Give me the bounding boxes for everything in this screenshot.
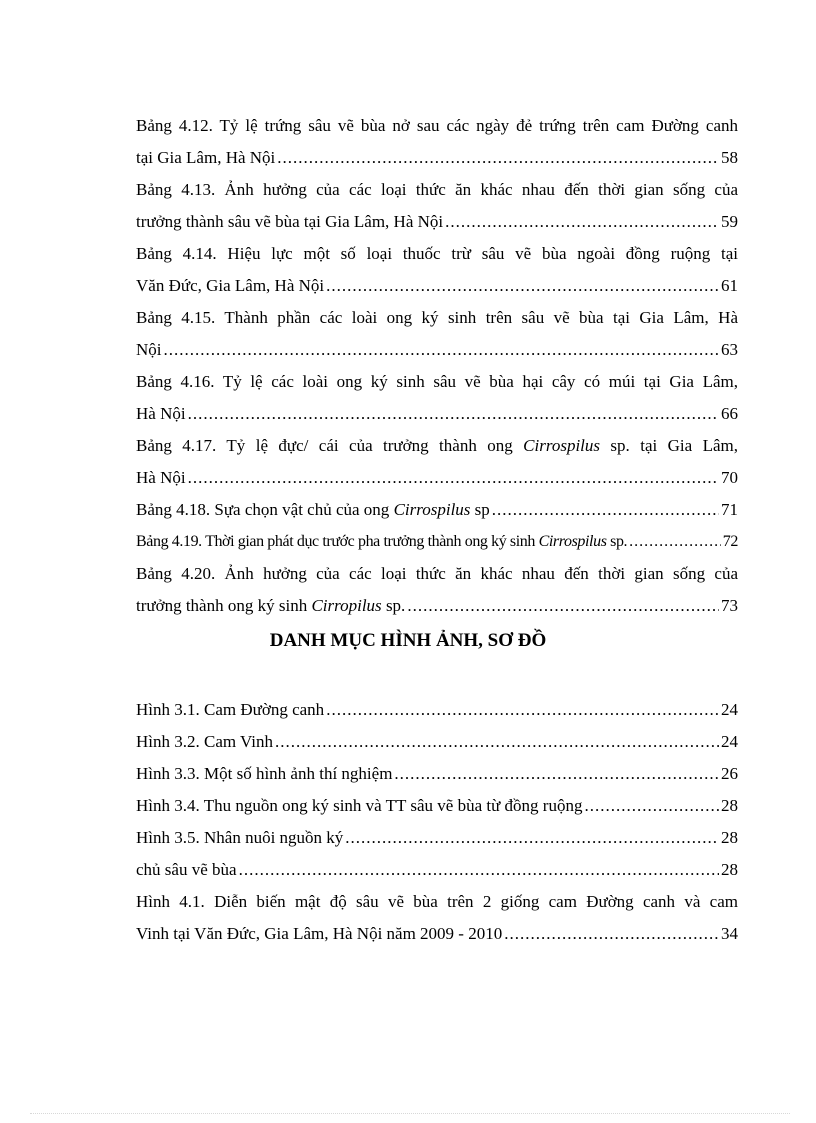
toc-entry-line: Hình 3.5. Nhân nuôi nguồn ký ..... 28 (136, 822, 738, 854)
page-number: 72 (722, 533, 738, 550)
page-number: 26 (721, 764, 738, 783)
toc-entry-line: Bảng 4.15. Thành phần các loài ong ký sinh trên sâu vẽ bùa tại Gia Lâm, Hà (136, 308, 738, 327)
toc-entry-line: Bảng 4.19. Thời gian phát dục trước pha trưởng thành ong ký sinh Cirrospilus sp. ..... 72 (136, 526, 738, 558)
dot-leader (345, 822, 719, 854)
page-number: 24 (721, 732, 738, 751)
toc-entry-line: Hình 3.4. Thu nguồn ong ký sinh và TT sâu vẽ bùa từ đồng ruộng ..... 28 (136, 790, 738, 822)
dot-leader (407, 590, 719, 622)
dot-leader (492, 494, 719, 526)
dot-leader (394, 758, 719, 790)
page-number: 24 (721, 700, 738, 719)
section-heading: DANH MỤC HÌNH ẢNH, SƠ ĐỒ (269, 630, 547, 651)
dot-leader (188, 398, 719, 430)
dot-leader (445, 206, 719, 238)
toc-entry-line: Nội ..... 63 (136, 334, 738, 366)
toc-entry-line: chủ sâu vẽ bùa ..... 28 (136, 854, 738, 886)
toc-entry-line: trưởng thành sâu vẽ bùa tại Gia Lâm, Hà Nội ..... 59 (136, 206, 738, 238)
toc-entry-line: Vinh tại Văn Đức, Gia Lâm, Hà Nội năm 2009 - 2010 ..... 34 (136, 918, 738, 950)
toc-entry-line: Bảng 4.18. Sựa chọn vật chủ của ong Cirrospilus sp ..... 71 (136, 494, 738, 526)
toc-entry-line: Hình 3.3. Một số hình ảnh thí nghiệm ..... 26 (136, 758, 738, 790)
page-number: 59 (721, 212, 738, 231)
page-number: 28 (721, 796, 738, 815)
page-footer-rule (30, 1113, 790, 1114)
page-number: 70 (721, 468, 738, 487)
toc-entry-line: Văn Đức, Gia Lâm, Hà Nội ..... 61 (136, 270, 738, 302)
toc-entry-line: Bảng 4.14. Hiệu lực một số loại thuốc trừ sâu vẽ bùa ngoài đồng ruộng tại (136, 244, 738, 263)
dot-leader (326, 694, 719, 726)
toc-entry-line: Bảng 4.17. Tỷ lệ đực/ cái của trưởng thành ong Cirrospilus sp. tại Gia Lâm, (136, 436, 738, 455)
dot-leader (326, 270, 719, 302)
toc-entry-line: Hà Nội ..... 66 (136, 398, 738, 430)
dot-leader (584, 790, 719, 822)
toc-entry-line: Bảng 4.16. Tỷ lệ các loài ong ký sinh sâu vẽ bùa hại cây có múi tại Gia Lâm, (136, 372, 738, 391)
dot-leader (504, 918, 719, 950)
toc-entry-line: trưởng thành ong ký sinh Cirropilus sp. ..... 73 (136, 590, 738, 622)
toc-entry-line: Bảng 4.20. Ảnh hưởng của các loại thức ăn khác nhau đến thời gian sống của (136, 564, 738, 583)
dot-leader (239, 854, 719, 886)
toc-entry-line: Hình 3.1. Cam Đường canh ..... 24 (136, 694, 738, 726)
page-number: 28 (721, 860, 738, 879)
toc-entry-line: Hà Nội ..... 70 (136, 462, 738, 494)
dot-leader (277, 142, 719, 174)
page-number: 28 (721, 828, 738, 847)
dot-leader (629, 526, 721, 558)
page-number: 73 (721, 596, 738, 615)
page-number: 58 (721, 148, 738, 167)
toc-entry-line: Bảng 4.13. Ảnh hưởng của các loại thức ăn khác nhau đến thời gian sống của (136, 180, 738, 199)
page-number: 71 (721, 500, 738, 519)
dot-leader (275, 726, 719, 758)
dot-leader (164, 334, 720, 366)
page-number: 34 (721, 924, 738, 943)
page-number: 66 (721, 404, 738, 423)
toc-entry-line: Bảng 4.12. Tỷ lệ trứng sâu vẽ bùa nở sau các ngày đẻ trứng trên cam Đường canh (136, 116, 738, 135)
toc-entry-line: Hình 3.2. Cam Vinh ..... 24 (136, 726, 738, 758)
page-number: 63 (721, 340, 738, 359)
toc-entry-line: Hình 4.1. Diễn biến mật độ sâu vẽ bùa trên 2 giống cam Đường canh và cam (136, 892, 738, 911)
toc-entry-line: tại Gia Lâm, Hà Nội ..... 58 (136, 142, 738, 174)
dot-leader (188, 462, 719, 494)
page-number: 61 (721, 276, 738, 295)
